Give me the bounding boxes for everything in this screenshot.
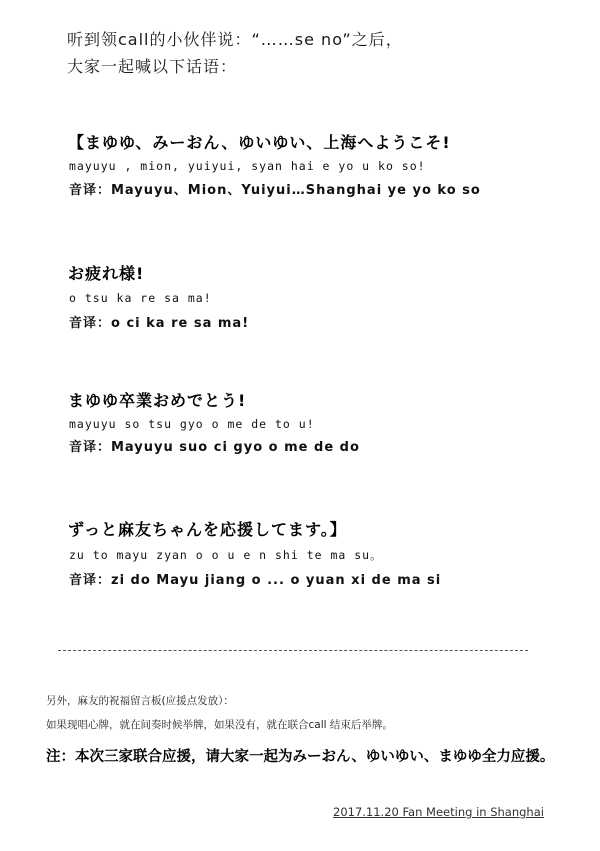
note-joint-support: 注：本次三家联合应援，请大家一起为みーおん、ゆいゆい、まゆゆ全力应援。 xyxy=(46,749,555,765)
chant-2-translation: 音译：o ci ka re sa ma! xyxy=(69,316,250,331)
chant-1-heading: 【まゆゆ、みーおん、ゆいゆい、上海へようこそ! xyxy=(68,133,451,152)
chant-3-romaji: mayuyu so tsu gyo o me de to u! xyxy=(69,417,315,431)
intro-line-2: 大家一起喊以下话语： xyxy=(67,57,238,76)
chant-2-heading: お疲れ様! xyxy=(68,264,145,283)
chant-4-romaji: zu to mayu zyan o o u e n shi te ma su。 xyxy=(69,548,383,562)
chant-3-translation: 音译：Mayuyu suo ci gyo o me de do xyxy=(69,440,360,455)
chant-3-heading: まゆゆ卒業おめでとう! xyxy=(68,391,247,410)
dashed-divider xyxy=(58,650,528,651)
intro-line-1: 听到领call的小伙伴说：“……se no”之后， xyxy=(67,30,403,49)
chant-1-romaji: mayuyu , mion, yuiyui, syan hai e yo u ko so! xyxy=(69,159,426,173)
chant-4-heading: ずっと麻友ちゃんを応援してます。】 xyxy=(68,520,347,539)
note-message-board: 另外，麻友的祝福留言板(应援点发放）： xyxy=(46,695,234,707)
note-sign-timing: 如果现唱心牌，就在间奏时候举牌，如果没有，就在联合call 结束后举牌。 xyxy=(46,719,393,731)
chant-2-romaji: o tsu ka re sa ma! xyxy=(69,291,212,305)
event-footer: 2017.11.20 Fan Meeting in Shanghai xyxy=(333,805,544,819)
chant-4-translation: 音译：zi do Mayu jiang o ... o yuan xi de ma si xyxy=(69,573,442,588)
chant-1-translation: 音译：Mayuyu、Mion、Yuiyui…Shanghai ye yo ko so xyxy=(69,183,481,198)
